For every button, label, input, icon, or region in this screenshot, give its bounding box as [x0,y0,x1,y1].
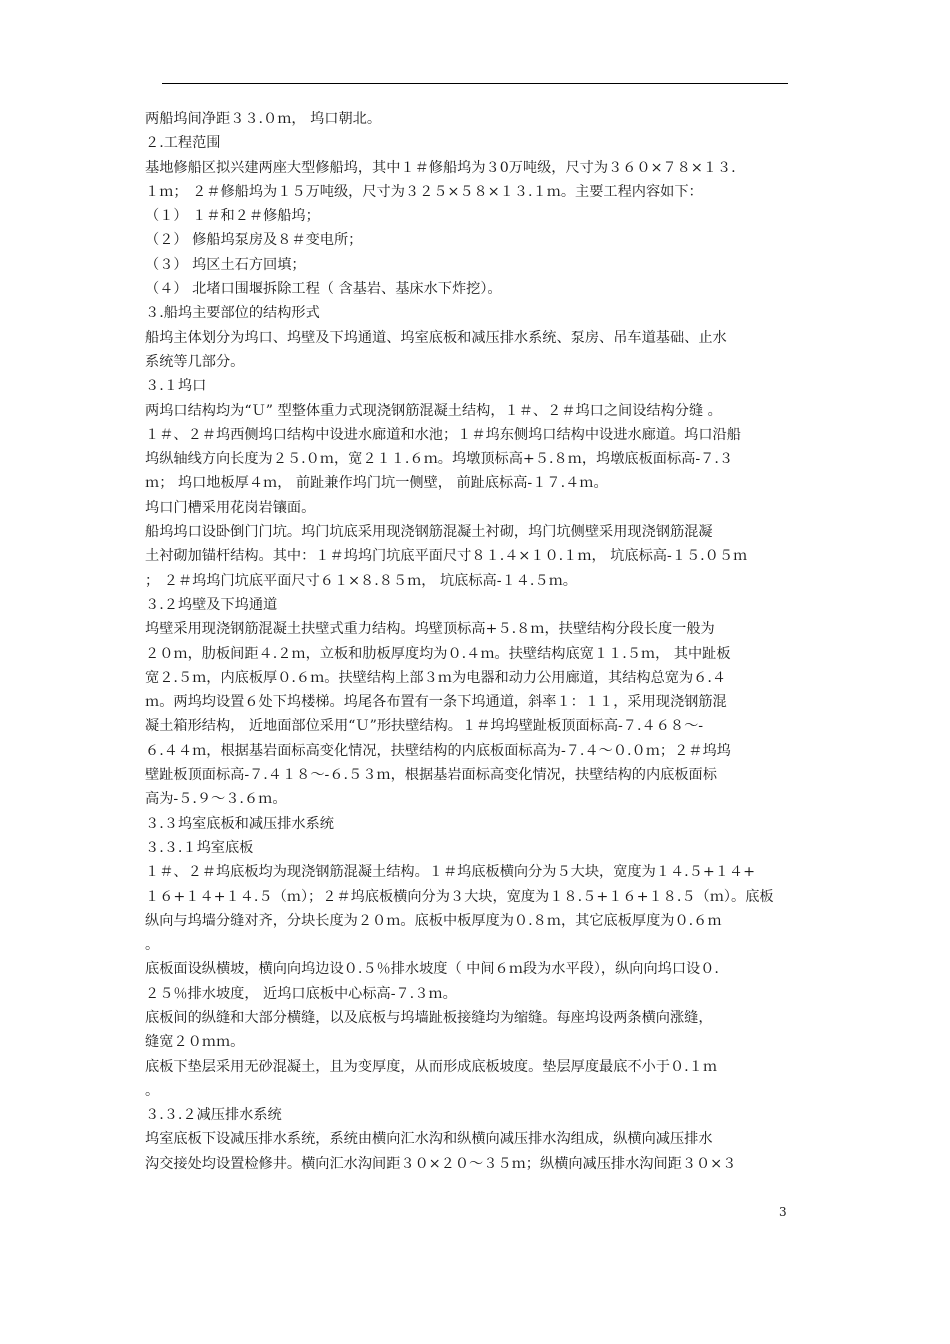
text-line: ３.３坞室底板和减压排水系统 [145,815,334,832]
text-line: 底板面设纵横坡，横向向坞边设０.５％排水坡度（ 中间６ｍ段为水平段），纵向向坞口设０. [145,961,719,978]
text-line: 基地修船区拟兴建两座大型修船坞，其中１＃修船坞为３0万吨级，尺寸为３６０×７８×１３. [145,159,736,176]
text-line: 沟交接处均设置检修井。横向汇水沟间距３０×２０～３５ｍ；纵横向减压排水沟间距３０×３ [145,1155,737,1172]
text-line: 船坞主体划分为坞口、坞壁及下坞通道、坞室底板和减压排水系统、泵房、吊车道基础、止水 [145,329,727,346]
text-line: 。 [145,1082,160,1099]
text-line: ２５％排水坡度， 近坞口底板中心标高-７.３ｍ。 [145,985,457,1002]
text-line: 坞壁采用现浇钢筋混凝土扶壁式重力结构。坞壁顶标高+５.８ｍ，扶壁结构分段长度一般为 [145,621,715,638]
text-line: 土衬砌加锚杆结构。其中：１＃坞坞门坑底平面尺寸８１.４×１０.１ｍ， 坑底标高-１５.０５ｍ [145,548,748,565]
text-line: ２０ｍ，肋板间距４.２ｍ，立板和肋板厚度均为０.４ｍ。扶壁结构底宽１１.５ｍ， 其中趾板 [145,645,731,662]
text-line: 坞室底板下设减压排水系统，系统由横向汇水沟和纵横向减压排水沟组成，纵横向减压排水 [145,1131,713,1148]
text-line: 宽２.５ｍ，内底板厚０.６ｍ。扶壁结构上部３ｍ为电器和动力公用廊道，其结构总宽为６.４ [145,669,727,686]
text-line: １ｍ； ２＃修船坞为１５万吨级，尺寸为３２５×５８×１３.１ｍ。主要工程内容如下： [145,183,703,200]
text-line: １＃、２＃坞底板均为现浇钢筋混凝土结构。１＃坞底板横向分为５大块，宽度为１４.５+１４+ [145,864,755,881]
text-line: 底板间的纵缝和大部分横缝，以及底板与坞墙趾板接缝均为缩缝。每座坞设两条横向涨缝， [145,1009,713,1026]
text-line: 系统等几部分。 [145,353,245,370]
text-line: （１） １＃和２＃修船坞； [145,208,320,225]
text-line: 纵向与坞墙分缝对齐，分块长度为２０ｍ。底板中板厚度为０.８ｍ，其它底板厚度为０.６ｍ [145,912,722,929]
text-line: （２） 修船坞泵房及８＃变电所； [145,232,363,249]
text-line: １＃、２＃坞西侧坞口结构中设进水廊道和水池；１＃坞东侧坞口结构中设进水廊道。坞口沿船 [145,426,741,443]
body-text [145,107,813,1176]
text-line: 两坞口结构均为“Ｕ” 型整体重力式现浇钢筋混凝土结构，１＃、２＃坞口之间设结构分缝 。 [145,402,722,419]
text-line: 。 [145,937,160,954]
text-line: 船坞坞口设卧倒门门坑。坞门坑底采用现浇钢筋混凝土衬砌，坞门坑侧壁采用现浇钢筋混凝 [145,524,713,541]
text-line: ３.３.２减压排水系统 [145,1107,282,1124]
text-line: ３.２坞壁及下坞通道 [145,596,278,613]
text-line: 底板下垫层采用无砂混凝土，且为变厚度，从而形成底板坡度。垫层厚度最底不小于０.１ｍ [145,1058,718,1075]
text-line: ６.４４ｍ，根据基岩面标高变化情况，扶壁结构的内底板面标高为-７.４～０.０ｍ；２＃坞坞 [145,742,731,759]
text-line: 高为-５.９～３.６ｍ。 [145,791,287,808]
text-line: 坞口门槽采用花岗岩镶面。 [145,499,316,516]
text-line: ３.１坞口 [145,378,207,395]
text-line: ｍ； 坞口地板厚４ｍ， 前趾兼作坞门坑一侧壁， 前趾底标高-１７.４ｍ。 [145,475,608,492]
text-line: ２.工程范围 [145,135,221,152]
text-line: ３.３.１坞室底板 [145,839,254,856]
text-line: 壁趾板顶面标高-７.４１８～-６.５３ｍ，根据基岩面标高变化情况，扶壁结构的内底板面标 [145,767,717,784]
text-line: 坞纵轴线方向长度为２５.０ｍ，宽２１１.６ｍ。坞墩顶标高+５.８ｍ，坞墩底板面标高-７.３ [145,451,734,468]
text-line: 凝土箱形结构， 近地面部位采用“Ｕ”形扶壁结构。１＃坞坞壁趾板顶面标高-７.４６８～- [145,718,704,735]
text-line: 两船坞间净距３３.０ｍ， 坞口朝北。 [145,111,382,127]
text-line: １６+１４+１４.５（ｍ）；２＃坞底板横向分为３大块，宽度为１８.５+１６+１８.５（ｍ）。底板 [145,888,774,905]
text-line: （３） 坞区土石方回填； [145,256,306,273]
text-line: ３.船坞主要部位的结构形式 [145,305,320,322]
text-line: 缝宽２０ｍｍ。 [145,1034,245,1051]
text-line: ； ２＃坞坞门坑底平面尺寸６１×８.８５ｍ， 坑底标高-１４.５ｍ。 [145,572,577,589]
text-line: ｍ。两坞均设置６处下坞楼梯。坞尾各布置有一条下坞通道，斜率１：１１，采用现浇钢筋混 [145,694,727,711]
page-number: 3 [779,1205,787,1219]
header-rule [162,83,788,84]
text-line: （４） 北堵口围堰拆除工程（ 含基岩、基床水下炸挖）。 [145,281,502,298]
